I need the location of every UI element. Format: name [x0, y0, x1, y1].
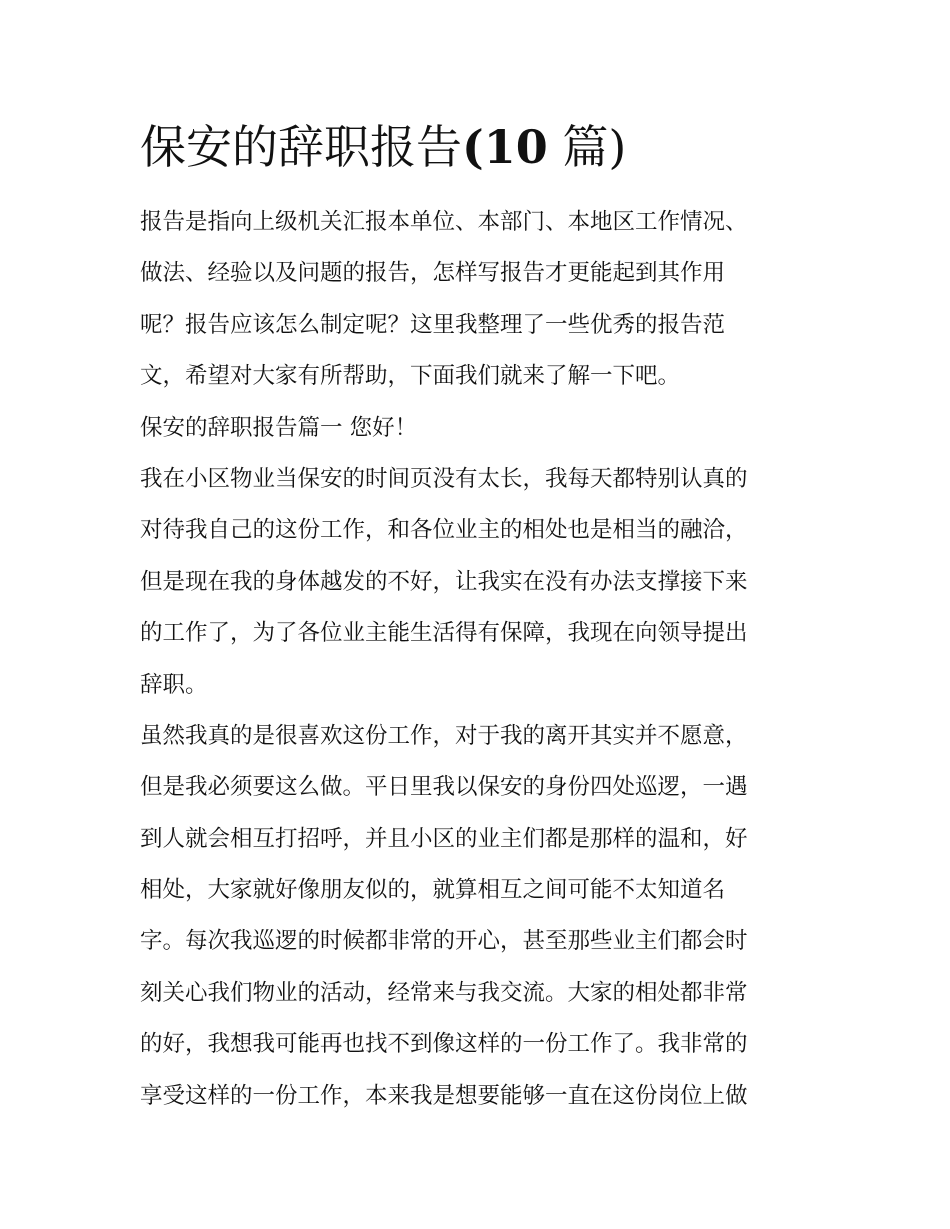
- text-line: 报告是指向上级机关汇报本单位、本部门、本地区工作情况、: [140, 209, 748, 235]
- document-title: [140, 112, 626, 182]
- text-line: 文，希望对大家有所帮助，下面我们就来了解一下吧。: [140, 363, 681, 390]
- title-unit: 篇): [562, 120, 627, 174]
- text-line: 对待我自己的这份工作，和各位业主的相处也是相当的融洽，: [140, 517, 748, 544]
- title-text: 保安的辞职报告: [140, 120, 462, 174]
- text-line: 我在小区物业当保安的时间页没有太长，我每天都特别认真的: [140, 465, 748, 492]
- text-line: 呢？报告应该怎么制定呢？这里我整理了一些优秀的报告范: [140, 311, 726, 338]
- document-body: [140, 197, 816, 1122]
- text-line: 虽然我真的是很喜欢这份工作，对于我的离开其实并不愿意，: [140, 722, 748, 749]
- text-line: 的工作了，为了各位业主能生活得有保障，我现在向领导提出: [140, 620, 748, 647]
- text-line: 但是现在我的身体越发的不好，让我实在没有办法支撑接下来: [140, 568, 748, 595]
- text-line: 字。每次我巡逻的时候都非常的开心，甚至那些业主们都会时: [140, 928, 748, 955]
- text-line: 享受这样的一份工作，本来我是想要能够一直在这份岗位上做: [140, 1082, 748, 1109]
- title-count: (10: [462, 120, 548, 174]
- text-line: 辞职。: [140, 671, 208, 698]
- text-line: 相处，大家就好像朋友似的，就算相互之间可能不太知道名: [140, 877, 726, 904]
- section-heading-line: 保安的辞职报告篇一 您好！: [140, 414, 418, 441]
- text-line: 做法、经验以及问题的报告，怎样写报告才更能起到其作用: [140, 260, 726, 287]
- text-line: 到人就会相互打招呼，并且小区的业主们都是那样的温和，好: [140, 825, 748, 852]
- text-line: 但是我必须要这么做。平日里我以保安的身份四处巡逻，一遇: [140, 774, 748, 801]
- text-line: 的好，我想我可能再也找不到像这样的一份工作了。我非常的: [140, 1031, 748, 1058]
- text-line: 刻关心我们物业的活动，经常来与我交流。大家的相处都非常: [140, 979, 748, 1006]
